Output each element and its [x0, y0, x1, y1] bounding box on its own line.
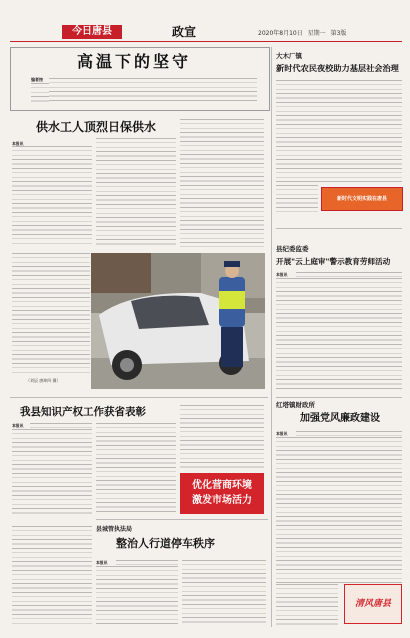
sidebar-top-text	[276, 80, 402, 185]
article2-col2	[96, 423, 176, 514]
news-photo	[91, 253, 265, 389]
masthead-date-bar	[258, 28, 402, 37]
sidebar-bottom-byline: 本报讯	[276, 431, 288, 436]
sidebar-top-kicker: 大木厂镇	[276, 52, 302, 60]
masthead-page: 第3版	[330, 30, 347, 37]
sidebar-top-badge	[321, 187, 403, 211]
sidebar-top-text-2	[276, 185, 318, 215]
article1-byline: 本报讯	[12, 141, 24, 146]
article-left-bottom	[12, 526, 92, 626]
masthead-rule	[10, 41, 402, 42]
article2-byline: 本报讯	[12, 423, 24, 428]
sidebar-mid-kicker: 县纪委监委	[276, 245, 309, 253]
main-banner	[10, 47, 270, 111]
article1-col2	[96, 138, 176, 247]
article1-title: 供水工人顶烈日保供水	[36, 120, 157, 134]
article3-col1-body	[96, 566, 178, 626]
sidebar-rule-2	[276, 397, 402, 398]
stamp-qingfeng-tangxian	[344, 584, 402, 624]
photo-caption-author: （刘辰 唐坤四 摄）	[26, 378, 61, 383]
masthead	[62, 24, 402, 40]
masthead-section: 政宣	[172, 25, 197, 39]
sidebar-top-title: 新时代农民夜校助力基层社会治理	[276, 63, 399, 73]
sidebar-mid-text-2	[276, 278, 402, 390]
masthead-weekday: 星期一	[307, 30, 326, 37]
sidebar-mid-title: 开展"云上庭审"警示教育劳师活动	[276, 257, 391, 266]
column-divider	[271, 47, 272, 627]
article2-col1-body	[12, 429, 92, 514]
main-banner-title: 高温下的坚守	[77, 52, 192, 71]
main-banner-intro-lead: 编者按	[31, 77, 43, 82]
sidebar-top-badge-text: 新时代文明实践在唐县	[336, 196, 387, 202]
article3-kicker: 县城管执法局	[96, 526, 133, 533]
photo-story-column	[12, 253, 90, 389]
article1-col3	[180, 119, 264, 247]
sidebar-bottom-text-2	[276, 437, 402, 584]
article1-col1	[12, 146, 92, 247]
sidebar-bottom-title: 加强党风廉政建设	[300, 413, 380, 424]
sidebar-rule-1	[276, 228, 402, 229]
main-banner-intro-text-2	[31, 83, 49, 104]
sidebar-bottom-kicker: 红塔镇财政所	[276, 401, 315, 409]
masthead-date: 2020年8月10日	[258, 30, 303, 37]
stamp-text: 清风唐县	[354, 599, 391, 609]
article3-byline: 本报讯	[96, 560, 108, 565]
sidebar-mid-byline: 本报讯	[276, 272, 288, 277]
article2-col3	[180, 405, 264, 470]
banner-line1: 优化营商环境	[192, 480, 252, 491]
banner-line2: 激发市场活力	[192, 495, 252, 506]
main-rule-2	[96, 519, 268, 520]
photo-story-text	[12, 253, 90, 375]
article3-col2	[182, 560, 266, 626]
article2-title: 我县知识产权工作获省表彰	[20, 406, 146, 418]
business-environment-banner	[180, 473, 264, 514]
main-rule-1	[10, 397, 268, 398]
masthead-logo: 今日唐县	[62, 25, 122, 39]
sidebar-bottom-text-3	[276, 584, 338, 626]
main-banner-intro-text	[49, 78, 257, 104]
police-car-photo-illustration	[91, 253, 265, 389]
article3-title: 整治人行道停车秩序	[116, 537, 215, 550]
